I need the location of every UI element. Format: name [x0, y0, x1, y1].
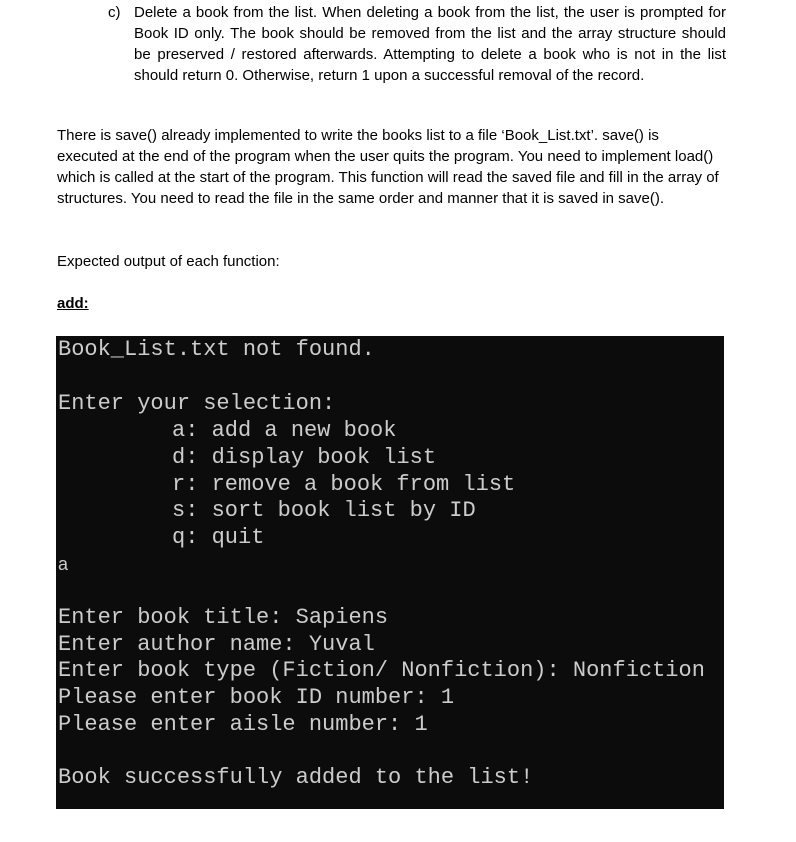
- save-load-paragraph: There is save() already implemented to write the books list to a file ‘Book_List.txt’. save() is executed at the end of the program when the user quits the program. You need to implement load() which is called at the start of the program. This function will read the saved file and fill in the array of structures. You need to read the file in the same order and manner that it is saved in save().: [57, 127, 719, 207]
- console-menu-item: a: add a new book: [172, 418, 397, 443]
- console-prompt-line: Enter your selection:: [58, 391, 336, 416]
- section-label-add: add:: [57, 295, 89, 312]
- list-item-text: Delete a book from the list. When deleting a book from the list, the user is prompted for Book ID only. The book should be removed from the list and the array structure should be preserved / restored afterwards. Attempting to delete a book who is not in the list should return 0. Otherwise, return 1 upon a successful removal of the record.: [134, 4, 726, 84]
- console-entry-line: Enter author name: Yuval: [58, 632, 375, 657]
- console-screenshot: [56, 336, 724, 809]
- list-marker: c): [108, 4, 121, 21]
- console-menu-item: s: sort book list by ID: [172, 498, 476, 523]
- expected-output-heading: Expected output of each function:: [57, 253, 280, 270]
- console-user-input: a: [58, 554, 69, 574]
- console-entry-line: Enter book title: Sapiens: [58, 605, 389, 630]
- console-entry-line: Please enter book ID number: 1: [58, 685, 455, 710]
- console-success-line: Book successfully added to the list!: [58, 765, 534, 790]
- console-not-found-line: Book_List.txt not found.: [58, 337, 375, 362]
- console-entry-line: Enter book type (Fiction/ Nonfiction): Nonfiction: [58, 658, 705, 683]
- console-menu-item: d: display book list: [172, 445, 437, 470]
- console-menu-item: r: remove a book from list: [172, 472, 516, 497]
- console-entry-line: Please enter aisle number: 1: [58, 712, 428, 737]
- console-menu-item: q: quit: [172, 525, 265, 550]
